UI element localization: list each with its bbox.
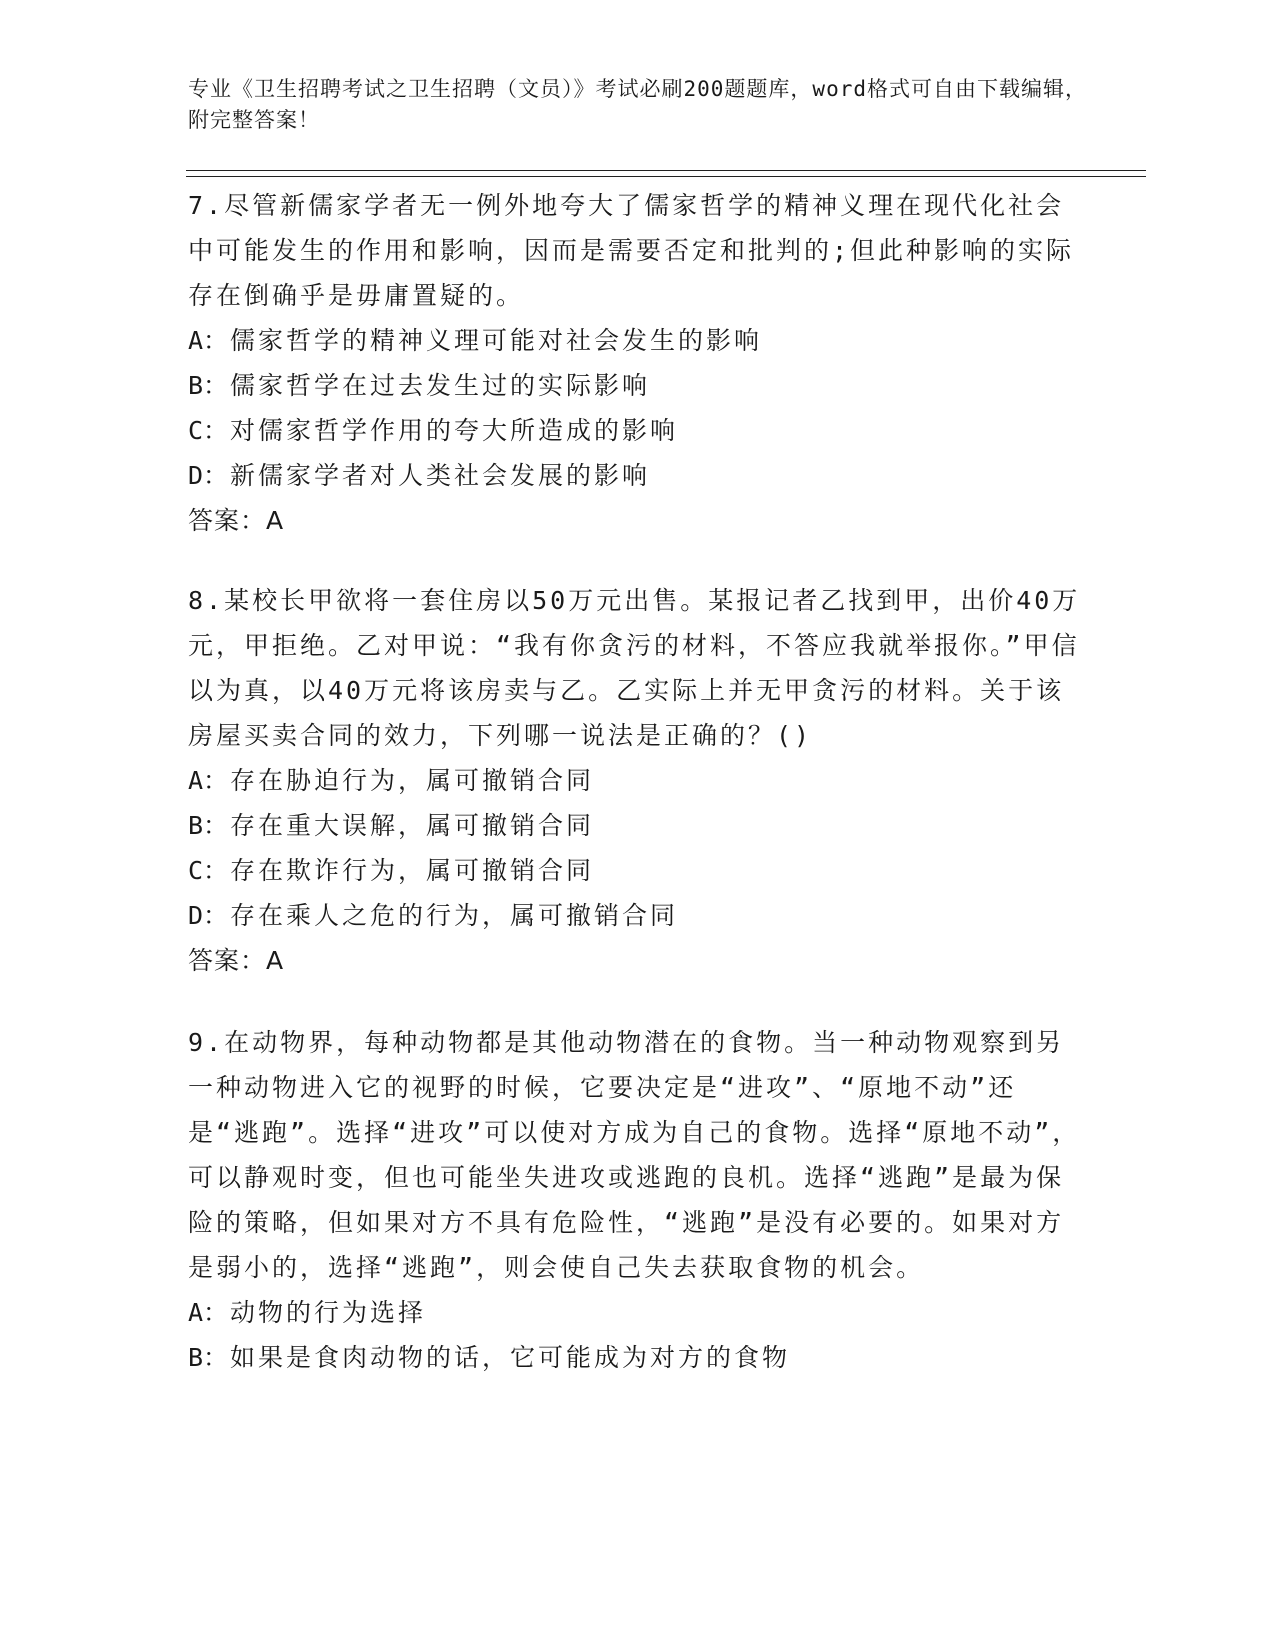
option-key: A：	[188, 1298, 229, 1327]
option-text: 儒家哲学在过去发生过的实际影响	[230, 371, 651, 400]
header-rule-bottom	[186, 176, 1146, 177]
option-c	[188, 408, 1088, 453]
option-a	[188, 758, 1088, 803]
option-a	[188, 1290, 1088, 1335]
option-a	[188, 318, 1088, 363]
document-header: 专业《卫生招聘考试之卫生招聘（文员）》考试必刷200题题库，word格式可自由下载编辑，附完整答案！	[188, 77, 1087, 132]
option-key: B：	[188, 371, 229, 400]
question-7	[188, 183, 1088, 543]
option-key: D：	[188, 461, 229, 490]
option-key: C：	[188, 416, 229, 445]
option-text: 存在乘人之危的行为，属可撤销合同	[230, 901, 679, 930]
option-b	[188, 363, 1088, 408]
option-key: B：	[188, 811, 229, 840]
option-text: 新儒家学者对人类社会发展的影响	[230, 461, 651, 490]
question-stem: 7.尽管新儒家学者无一例外地夸大了儒家哲学的精神义理在现代化社会中可能发生的作用和影响，因而是需要否定和批判的;但此种影响的实际存在倒确乎是毋庸置疑的。	[188, 191, 1075, 310]
option-c	[188, 848, 1088, 893]
question-stem: 8.某校长甲欲将一套住房以50万元出售。某报记者乙找到甲，出价40万元，甲拒绝。乙对甲说：“我有你贪污的材料，不答应我就举报你。”甲信以为真，以40万元将该房卖与乙。乙实际上并无甲贪污的材料。关于该房屋买卖合同的效力，下列哪一说法是正确的？()	[188, 586, 1081, 750]
answer: 答案：A	[188, 506, 285, 535]
question-8	[188, 578, 1088, 983]
header-rule-top	[186, 170, 1146, 171]
option-key: A：	[188, 766, 229, 795]
option-d	[188, 453, 1088, 498]
option-b	[188, 803, 1088, 848]
option-key: C：	[188, 856, 229, 885]
option-text: 如果是食肉动物的话，它可能成为对方的食物	[230, 1343, 791, 1372]
option-text: 动物的行为选择	[230, 1298, 427, 1327]
option-text: 对儒家哲学作用的夸大所造成的影响	[230, 416, 679, 445]
question-stem: 9.在动物界，每种动物都是其他动物潜在的食物。当一种动物观察到另一种动物进入它的视野的时候，它要决定是“进攻”、“原地不动”还是“逃跑”。选择“进攻”可以使对方成为自己的食物。选择“原地不动”，可以静观时变，但也可能坐失进攻或逃跑的良机。选择“逃跑”是最为保险的策略，但如果对方不具有危险性，“逃跑”是没有必要的。如果对方是弱小的，选择“逃跑”，则会使自己失去获取食物的机会。	[188, 1028, 1081, 1282]
option-key: D：	[188, 901, 229, 930]
option-text: 存在重大误解，属可撤销合同	[230, 811, 595, 840]
option-key: B：	[188, 1343, 229, 1372]
option-text: 存在胁迫行为，属可撤销合同	[230, 766, 595, 795]
question-9	[188, 1020, 1088, 1380]
option-key: A：	[188, 326, 229, 355]
option-b	[188, 1335, 1088, 1380]
option-d	[188, 893, 1088, 938]
option-text: 存在欺诈行为，属可撤销合同	[230, 856, 595, 885]
option-text: 儒家哲学的精神义理可能对社会发生的影响	[230, 326, 763, 355]
answer: 答案：A	[188, 946, 285, 975]
